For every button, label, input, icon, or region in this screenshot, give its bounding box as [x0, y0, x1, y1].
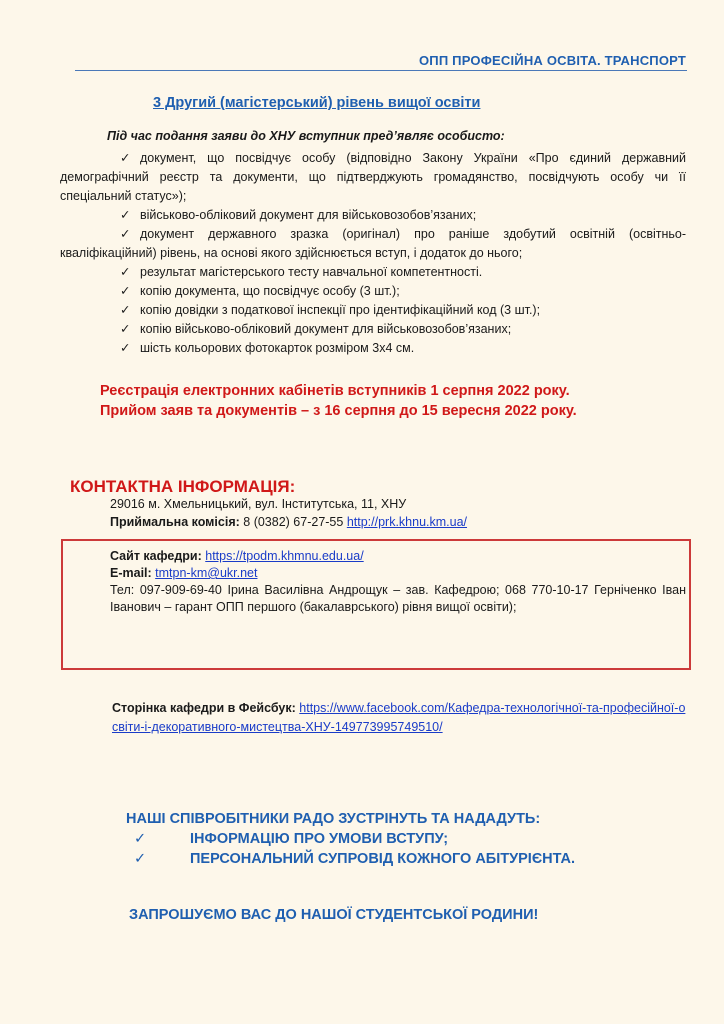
- facebook-label: Сторінка кафедри в Фейсбук:: [112, 701, 296, 715]
- list-item: [60, 263, 686, 282]
- list-item: [60, 225, 686, 263]
- list-item: [60, 282, 686, 301]
- site-label: Сайт кафедри:: [110, 549, 202, 563]
- facebook-link[interactable]: https://www.facebook.com/Кафедра-технологічної-та-професійної-освіти-і-декоративного-мистецтва-ХНУ-149773995749510/: [112, 701, 686, 734]
- checkmark-icon: ✓: [134, 851, 147, 867]
- document-item-text: шість кольорових фотокарток розміром 3х4 см.: [140, 341, 415, 355]
- phone-text: Тел: 097-909-69-40 Ірина Василівна Андрощук – зав. Кафедрою; 068 770-10-17 Герніченко Іван Іванович – гарант ОПП першого (бакалаврського) рівня вищої освіти);: [110, 583, 686, 614]
- documents-list: [60, 149, 686, 358]
- document-item-text: документ державного зразка (оригінал) про раніше здобутий освітній (освітньо-кваліфікаційний) рівень, на основі якого здійснюється вступ, і додаток до нього;: [60, 227, 686, 260]
- committee-link[interactable]: http://prk.khnu.km.ua/: [346, 515, 468, 529]
- document-item-text: результат магістерського тесту навчальної компетентності.: [140, 265, 483, 279]
- closing-text: ЗАПРОШУЄМО ВАС ДО НАШОЇ СТУДЕНТСЬКОЇ РОДИНИ!: [129, 907, 539, 923]
- list-item: [60, 206, 686, 225]
- address-text: 29016 м. Хмельницький, вул. Інститутська, 11, ХНУ: [110, 497, 407, 511]
- document-item-text: військово-обліковий документ для військовозобов’язаних;: [140, 208, 477, 222]
- checkmark-icon: ✓: [120, 151, 131, 165]
- checkmark-icon: ✓: [120, 341, 131, 355]
- list-item: [60, 320, 686, 339]
- list-item: [134, 831, 448, 847]
- document-item-text: копію довідки з податкової інспекції про ідентифікаційний код (3 шт.);: [140, 303, 541, 317]
- staff-item-text: ПЕРСОНАЛЬНИЙ СУПРОВІД КОЖНОГО АБІТУРІЄНТА.: [190, 851, 576, 867]
- email-label: E-mail:: [110, 566, 152, 580]
- contacts-title: КОНТАКТНА ІНФОРМАЦІЯ:: [70, 477, 296, 496]
- email-link[interactable]: tmtpn-km@ukr.net: [155, 566, 258, 580]
- section-title: 3 Другий (магістерський) рівень вищої освіти: [153, 95, 481, 111]
- checkmark-icon: ✓: [120, 322, 131, 336]
- admission-committee-line: [110, 515, 467, 529]
- site-link[interactable]: https://tpodm.khmnu.edu.ua/: [205, 549, 364, 563]
- list-item: [60, 339, 686, 358]
- staff-item-text: ІНФОРМАЦІЮ ПРО УМОВИ ВСТУПУ;: [190, 831, 449, 847]
- list-item: [60, 149, 686, 206]
- list-item: [60, 301, 686, 320]
- intro-text: Під час подання заяви до ХНУ вступник пред’являє особисто:: [107, 129, 505, 143]
- header-title: ОПП ПРОФЕСІЙНА ОСВІТА. ТРАНСПОРТ: [418, 53, 686, 68]
- email-line: [110, 565, 686, 582]
- registration-notice: Реєстрація електронних кабінетів вступників 1 серпня 2022 року.: [100, 383, 570, 399]
- committee-phone: 8 (0382) 67-27-55: [239, 515, 347, 529]
- document-item-text: документ, що посвідчує особу (відповідно Закону України «Про єдиний державний демографічний реєстр та документи, що підтверджують громадянство, посвідчують особу чи її спеціальний статус»);: [60, 151, 686, 203]
- committee-label: Приймальна комісія:: [110, 515, 240, 529]
- site-line: [110, 548, 686, 565]
- department-info-box: [61, 539, 691, 670]
- facebook-block: [112, 699, 686, 737]
- checkmark-icon: ✓: [120, 208, 131, 222]
- header-divider: [75, 70, 687, 71]
- checkmark-icon: ✓: [134, 831, 147, 847]
- list-item: [134, 851, 575, 867]
- checkmark-icon: ✓: [120, 303, 131, 317]
- checkmark-icon: ✓: [120, 265, 131, 279]
- staff-title: НАШІ СПІВРОБІТНИКИ РАДО ЗУСТРІНУТЬ ТА НАДАДУТЬ:: [126, 811, 541, 827]
- document-item-text: копію документа, що посвідчує особу (3 шт.);: [140, 284, 400, 298]
- checkmark-icon: ✓: [120, 227, 131, 241]
- admission-notice: Прийом заяв та документів – з 16 серпня до 15 вересня 2022 року.: [100, 403, 577, 419]
- document-item-text: копію військово-обліковий документ для військовозобов’язаних;: [140, 322, 512, 336]
- checkmark-icon: ✓: [120, 284, 131, 298]
